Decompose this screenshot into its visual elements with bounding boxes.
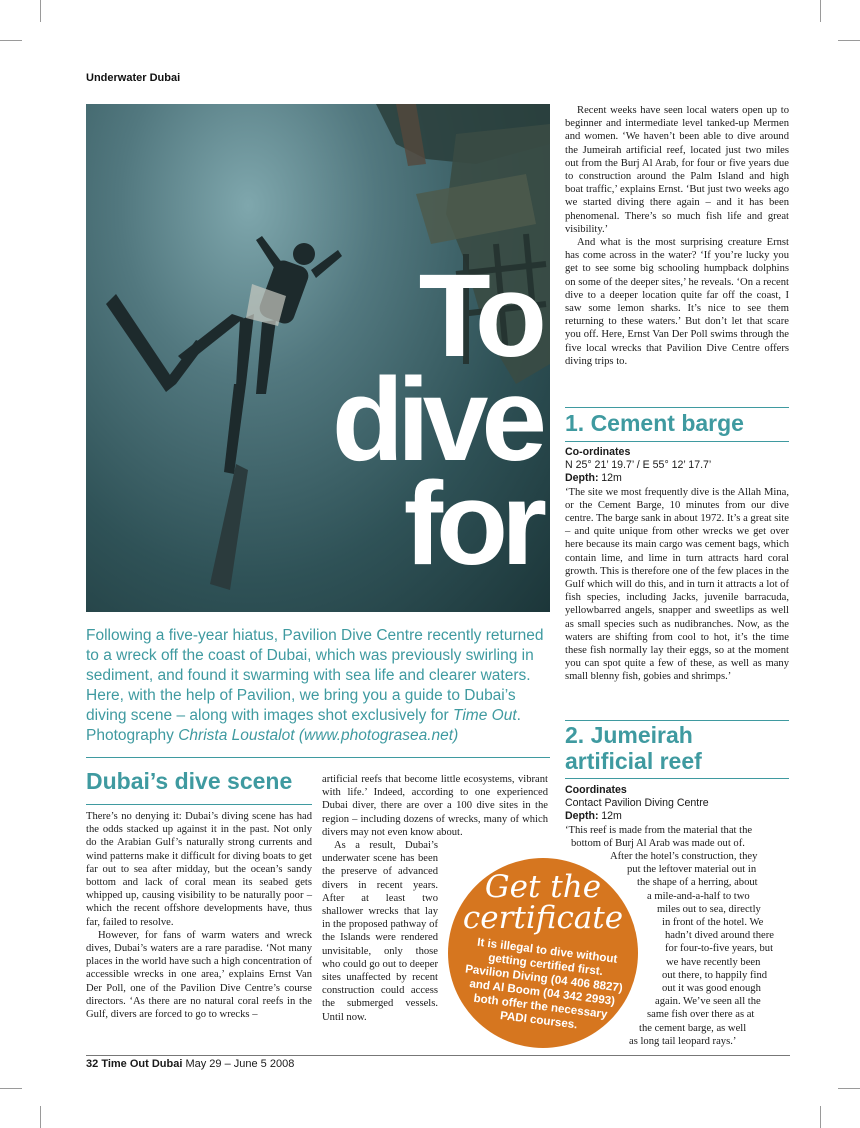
right-column-intro [565, 104, 789, 368]
body-line: again. We’ve seen all the [655, 996, 761, 1008]
body-line: the shape of a herring, about [637, 877, 758, 889]
paragraph: There’s no denying it: Dubai’s diving scene has had the odds stacked up against it in the past. Not only do the Arabian Gulf’s naturally strong currents and wind patterns make it difficult for diving boats to get far out to sea after midday, but the ocean’s sandy bottom and lack of coral mean its seabed gets whipped up, causing visibility to be naturally poor – which the recent offshore developments have, thus far, failed to resolve. [86, 811, 312, 928]
divider [86, 804, 312, 805]
depth-label: Depth: [565, 810, 599, 823]
headline-line: for [403, 458, 540, 590]
coordinates-label: Co-ordinates [565, 446, 631, 458]
body-line: put the leftover material out in [627, 864, 757, 876]
intro-standfirst [86, 626, 552, 746]
badge-title-line: Get the [484, 869, 602, 905]
body-line: in front of the hotel. We [662, 917, 764, 929]
body-line: out it was good enough [662, 983, 761, 995]
divider [86, 757, 550, 758]
divider [565, 778, 789, 779]
issue-date: May 29 – June 5 2008 [185, 1058, 295, 1070]
divider [565, 441, 789, 442]
badge-title [448, 869, 638, 936]
dive-scene-heading: Dubai’s dive scene [86, 768, 293, 794]
publication-name: Time Out [453, 707, 517, 724]
site1-body: ‘The site we most frequently dive is the Allah Mina, or the Cement Barge, 10 minutes from our dive centre. The barge sank in about 1972. It’s a great site – and quite unique from other wrecks we get over here because its main cargo was cement bags, which contain lime, and lime in turn attracts hard coral growth. This is therefore one of the few places in the Gulf which will do this, and in turn it attracts a lot of fish species, including Jacks, juvenile barracuda, yellowbarred angels, snapper and sweetlips as well as small species such as nudibranches. Now, as the waters are shifting from cool to hot, it’s the time these fish normally lay their eggs, so at the moment you can spot quite a few of these, as well as many small blenny fish, gobies and shrimps.’ [565, 486, 789, 683]
magazine-name: Time Out Dubai [101, 1058, 183, 1070]
page-number: 32 [86, 1058, 99, 1070]
footer-divider [86, 1055, 790, 1056]
section-tag: Underwater Dubai [86, 72, 181, 84]
intro-text: Following a five-year hiatus, Pavilion Dive Centre recently returned to a wreck off the coast of Dubai, which was previously swirling in sediment, and found it swarming with sea life and clearer waters. Here, with the help of Pavilion, we bring you a guide to Dubai’s diving scene – along with images shot exclusively for [86, 627, 544, 724]
body-line: we have recently been [666, 956, 761, 968]
body-line: After the hotel’s construction, they [610, 851, 758, 863]
dive-scene-column-1 [86, 810, 312, 1021]
site1-details [565, 446, 789, 684]
crop-mark [820, 1106, 821, 1128]
coordinates-value: Contact Pavilion Diving Centre [565, 797, 709, 810]
headline-line: To [418, 250, 540, 382]
paragraph: artificial reefs that become little ecosystems, vibrant with life.’ Indeed, according to one experienced Dubai diver, there are over a 100 dive sites in the region – including dozens of wrecks, many of which divers may not even know about. [322, 774, 548, 838]
headline-line: dive [331, 354, 540, 486]
credit-label: . Photography [86, 707, 521, 744]
paragraph: Recent weeks have seen local waters open up to beginner and intermediate level tanked-up Mermen and women. ‘We haven’t been able to dive around the Jumeirah artificial reef, located just two miles out from the Burj Al Arab, for four or five years due to construction around the Palm Island and high boat traffic,’ explains Ernst. ‘But just two weeks ago we started diving there again – and it has been phenomenal. There’s so much fish life and great visibility.’ [565, 105, 789, 235]
crop-mark [40, 0, 41, 22]
site2-heading [565, 722, 702, 774]
body-line: ‘This reef is made from the material that the [565, 824, 753, 836]
body-line: out there, to happily find [662, 969, 768, 981]
coordinates-label: Coordinates [565, 784, 627, 796]
paragraph: And what is the most surprising creature Ernst has come across in the water? ‘If you’re lucky you get to see some big schooling humpback dolphins on some of the deeper sites,’ he reveals. ‘On a recent dive to a deeper location quite far off the coast, I saw some lemon sharks. It’s nice to see them returning to these waters.’ But don’t let that scare you off. Here, Ernst Van Der Poll swims through the five local wrecks that Pavilion Dive Centre offers diving trips to. [565, 237, 789, 367]
body-line: the cement barge, as well [639, 1022, 747, 1034]
divider [565, 407, 789, 408]
body-line: same fish over there as at [647, 1009, 755, 1021]
depth-label: Depth: [565, 472, 599, 485]
crop-mark [0, 40, 22, 41]
coordinates-value: N 25° 21’ 19.7’ / E 55° 12’ 17.7’ [565, 459, 712, 472]
crop-mark [838, 1088, 860, 1089]
crop-mark [820, 0, 821, 22]
badge-body: It is illegal to dive without getting certified first. Pavilion Diving (04 406 8827) and Al Boom (04 342 2993) both offer the necessary PADI courses. [464, 935, 624, 1032]
badge-title-line: certificate [462, 900, 624, 936]
site2-heading-line: 2. Jumeirah [565, 722, 693, 748]
certificate-badge [448, 858, 638, 1048]
crop-mark [40, 1106, 41, 1128]
body-line: a mile-and-a-half to two [647, 890, 750, 902]
body-line: hadn’t dived around there [665, 930, 774, 942]
site1-heading: 1. Cement barge [565, 410, 744, 436]
divider [565, 720, 789, 721]
body-line: as long tail leopard rays.’ [629, 1035, 737, 1047]
hero-photo [86, 104, 550, 612]
site2-heading-line: artificial reef [565, 748, 702, 774]
headline [331, 250, 540, 590]
crop-mark [838, 40, 860, 41]
depth-value: 12m [601, 810, 622, 823]
photo-credit: Christa Loustalot (www.photograsea.net) [178, 727, 459, 744]
body-line: for four-to-five years, but [665, 943, 774, 955]
diver-illustration [106, 234, 346, 594]
body-line: bottom of Burj Al Arab was made out of. [571, 837, 745, 849]
page-footer [86, 1058, 294, 1070]
body-line: miles out to sea, directly [657, 903, 761, 915]
paragraph: However, for fans of warm waters and wreck dives, Dubai’s waters are a rare paradise. ‘Not many places in the world have such a high concentration of accessible wrecks in one area,’ explains Ernst Van Der Poll, one of the Pavilion Dive Centre’s course directors. ‘As there are no natural coral reefs in the Gulf, divers are forced to go to wrecks – [86, 929, 312, 1021]
crop-mark [0, 1088, 22, 1089]
depth-value: 12m [601, 472, 622, 485]
paragraph: As a result, Dubai’s underwater scene has been the preserve of advanced divers in recent years. After at least two shallower wrecks that lay in the proposed pathway of the Islands were rendered unvisitable, only those who could go out to deeper sites unaffected by recent construction could access the submerged vessels. Until now. [322, 840, 438, 1023]
